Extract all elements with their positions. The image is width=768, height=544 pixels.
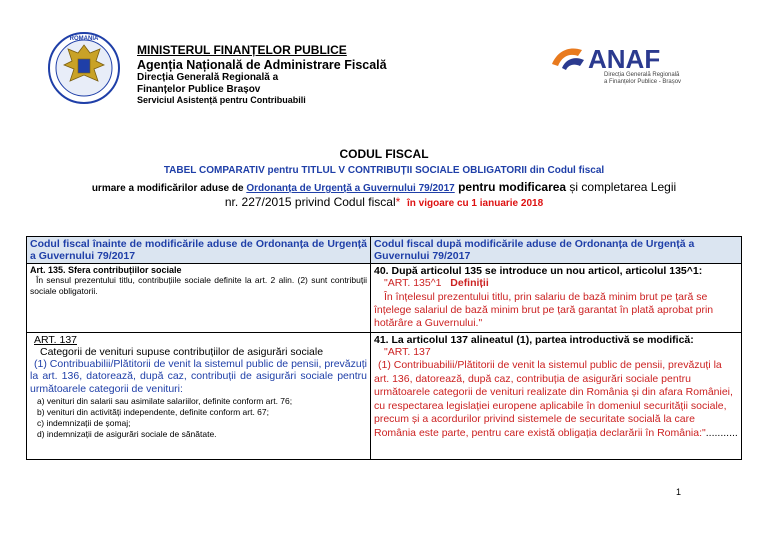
document-title-block (0, 147, 768, 209)
amendment-40: 40. După articolul 135 se introduce un nou articol, articolul 135^1: (374, 265, 703, 278)
anaf-logo-text: ANAF (588, 44, 661, 74)
art-137-label: ART. 137 (34, 333, 77, 346)
title-line-3 (0, 180, 768, 194)
direction-line-1: Direcția Generală Regională a (137, 72, 279, 84)
crest-text: ROMANIA (69, 36, 99, 42)
art-1351-heading (374, 277, 738, 290)
header-before: Codul fiscal înainte de modificările aduse de Ordonanța de Urgență a Guvernului 79/2017 (27, 237, 371, 264)
art-137-ellipsis: ........... (705, 426, 738, 439)
ministry-name: MINISTERUL FINANȚELOR PUBLICE (137, 43, 347, 57)
document-subtitle: TABEL COMPARATIV pentru TITLUL V CONTRIBUȚII SOCIALE OBLIGATORII din Codul fiscal (163, 165, 605, 176)
title-line3-normal: și completarea Legii (566, 180, 677, 194)
comparison-table (26, 236, 742, 460)
title-line3-text: urmare a modificărilor aduse de (91, 183, 247, 194)
anaf-sub-line-2: a Finanțelor Publice - Brașov (604, 78, 682, 85)
table-row (27, 332, 742, 459)
table-row (27, 264, 742, 333)
art-137-new-text: (1) Contribuabilii/Plătitorii de venit la sistemul public de pensii, prevăzuți la art. 136, datorează, după caz, contribuția de asigurări sociale pentru următoarele categorii de venituri realizate din România și din afara României, cu respectarea legislației europene aplicabile în domeniul securității sociale, precum și a acordurilor privind sistemele de securitate socială la care România este parte, pentru care există obligația declarării în România:" (374, 359, 733, 439)
list-item: c) indemnizații de șomaj; (37, 417, 131, 428)
service-name: Serviciul Asistență pentru Contribuabili (137, 95, 306, 106)
art-137-par1: (1) Contribuabilii/Plătitorii de venit la sistemul public de pensii, prevăzuți la art. 136, datorează, după caz, contribuții de asigurări sociale pentru următoarele categorii de venituri: (30, 357, 367, 396)
anaf-sub-line-1: Direcția Generală Regională (604, 72, 680, 78)
effective-date: în vigoare cu 1 ianuarie 2018 (406, 198, 544, 209)
header-after: Codul fiscal după modificările aduse de Ordonanța de Urgență a Guvernului 79/2017 (371, 237, 742, 264)
art-1351-body: În înțelesul prezentului titlu, prin salariu de bază minim brut pe țară se înțelege salariul de bază minim brut pe țară garantat în plată aprobat prin hotărâre a Guvernului." (374, 290, 714, 330)
art-137-title: Categorii de venituri supuse contribuțiilor de asigurări sociale (40, 345, 324, 358)
title-line4-text: nr. 227/2015 privind Codul fiscal (224, 195, 396, 209)
anaf-subtitle (604, 72, 681, 86)
romania-crest-logo (46, 31, 122, 105)
list-item: d) indemnizații de asigurări sociale de sănătate. (37, 428, 217, 439)
art-135-body: În sensul prezentului titlu, contribuțiile sociale definite la art. 2 alin. (2) sunt contribuții sociale obligatorii. (30, 275, 367, 297)
row2-before (27, 332, 371, 459)
art-137-new-label: "ART. 137 (384, 345, 431, 358)
art-1351-name: Definiții (450, 277, 489, 290)
table-header-row (27, 237, 742, 264)
direction-line-2: Finanțelor Publice Brașov (137, 83, 261, 95)
row1-before (27, 264, 371, 333)
art-1351-label: "ART. 135^1 (384, 277, 442, 290)
document-title: CODUL FISCAL (339, 147, 429, 161)
header-institution (137, 44, 387, 106)
art-137-items (30, 396, 367, 440)
page-number: 1 (676, 487, 682, 497)
title-line3-bold: pentru modificarea (454, 180, 567, 194)
art-137-new-body (374, 359, 738, 440)
row2-after (371, 332, 742, 459)
art-135-title: Art. 135. Sfera contribuțiilor sociale (30, 265, 182, 276)
ordonanta-link[interactable]: Ordonanța de Urgență a Guvernului 79/2017 (246, 183, 455, 194)
row1-after (371, 264, 742, 333)
list-item: a) venituri din salarii sau asimilate salariilor, definite conform art. 76; (37, 395, 293, 406)
amendment-41: 41. La articolul 137 alineatul (1), partea introductivă se modifică: (374, 333, 694, 346)
list-item: b) venituri din activități independente, definite conform art. 67; (37, 406, 269, 417)
title-line-4 (0, 195, 768, 209)
title-star: * (395, 195, 401, 209)
agency-name: Agenția Națională de Administrare Fiscală (137, 57, 387, 72)
